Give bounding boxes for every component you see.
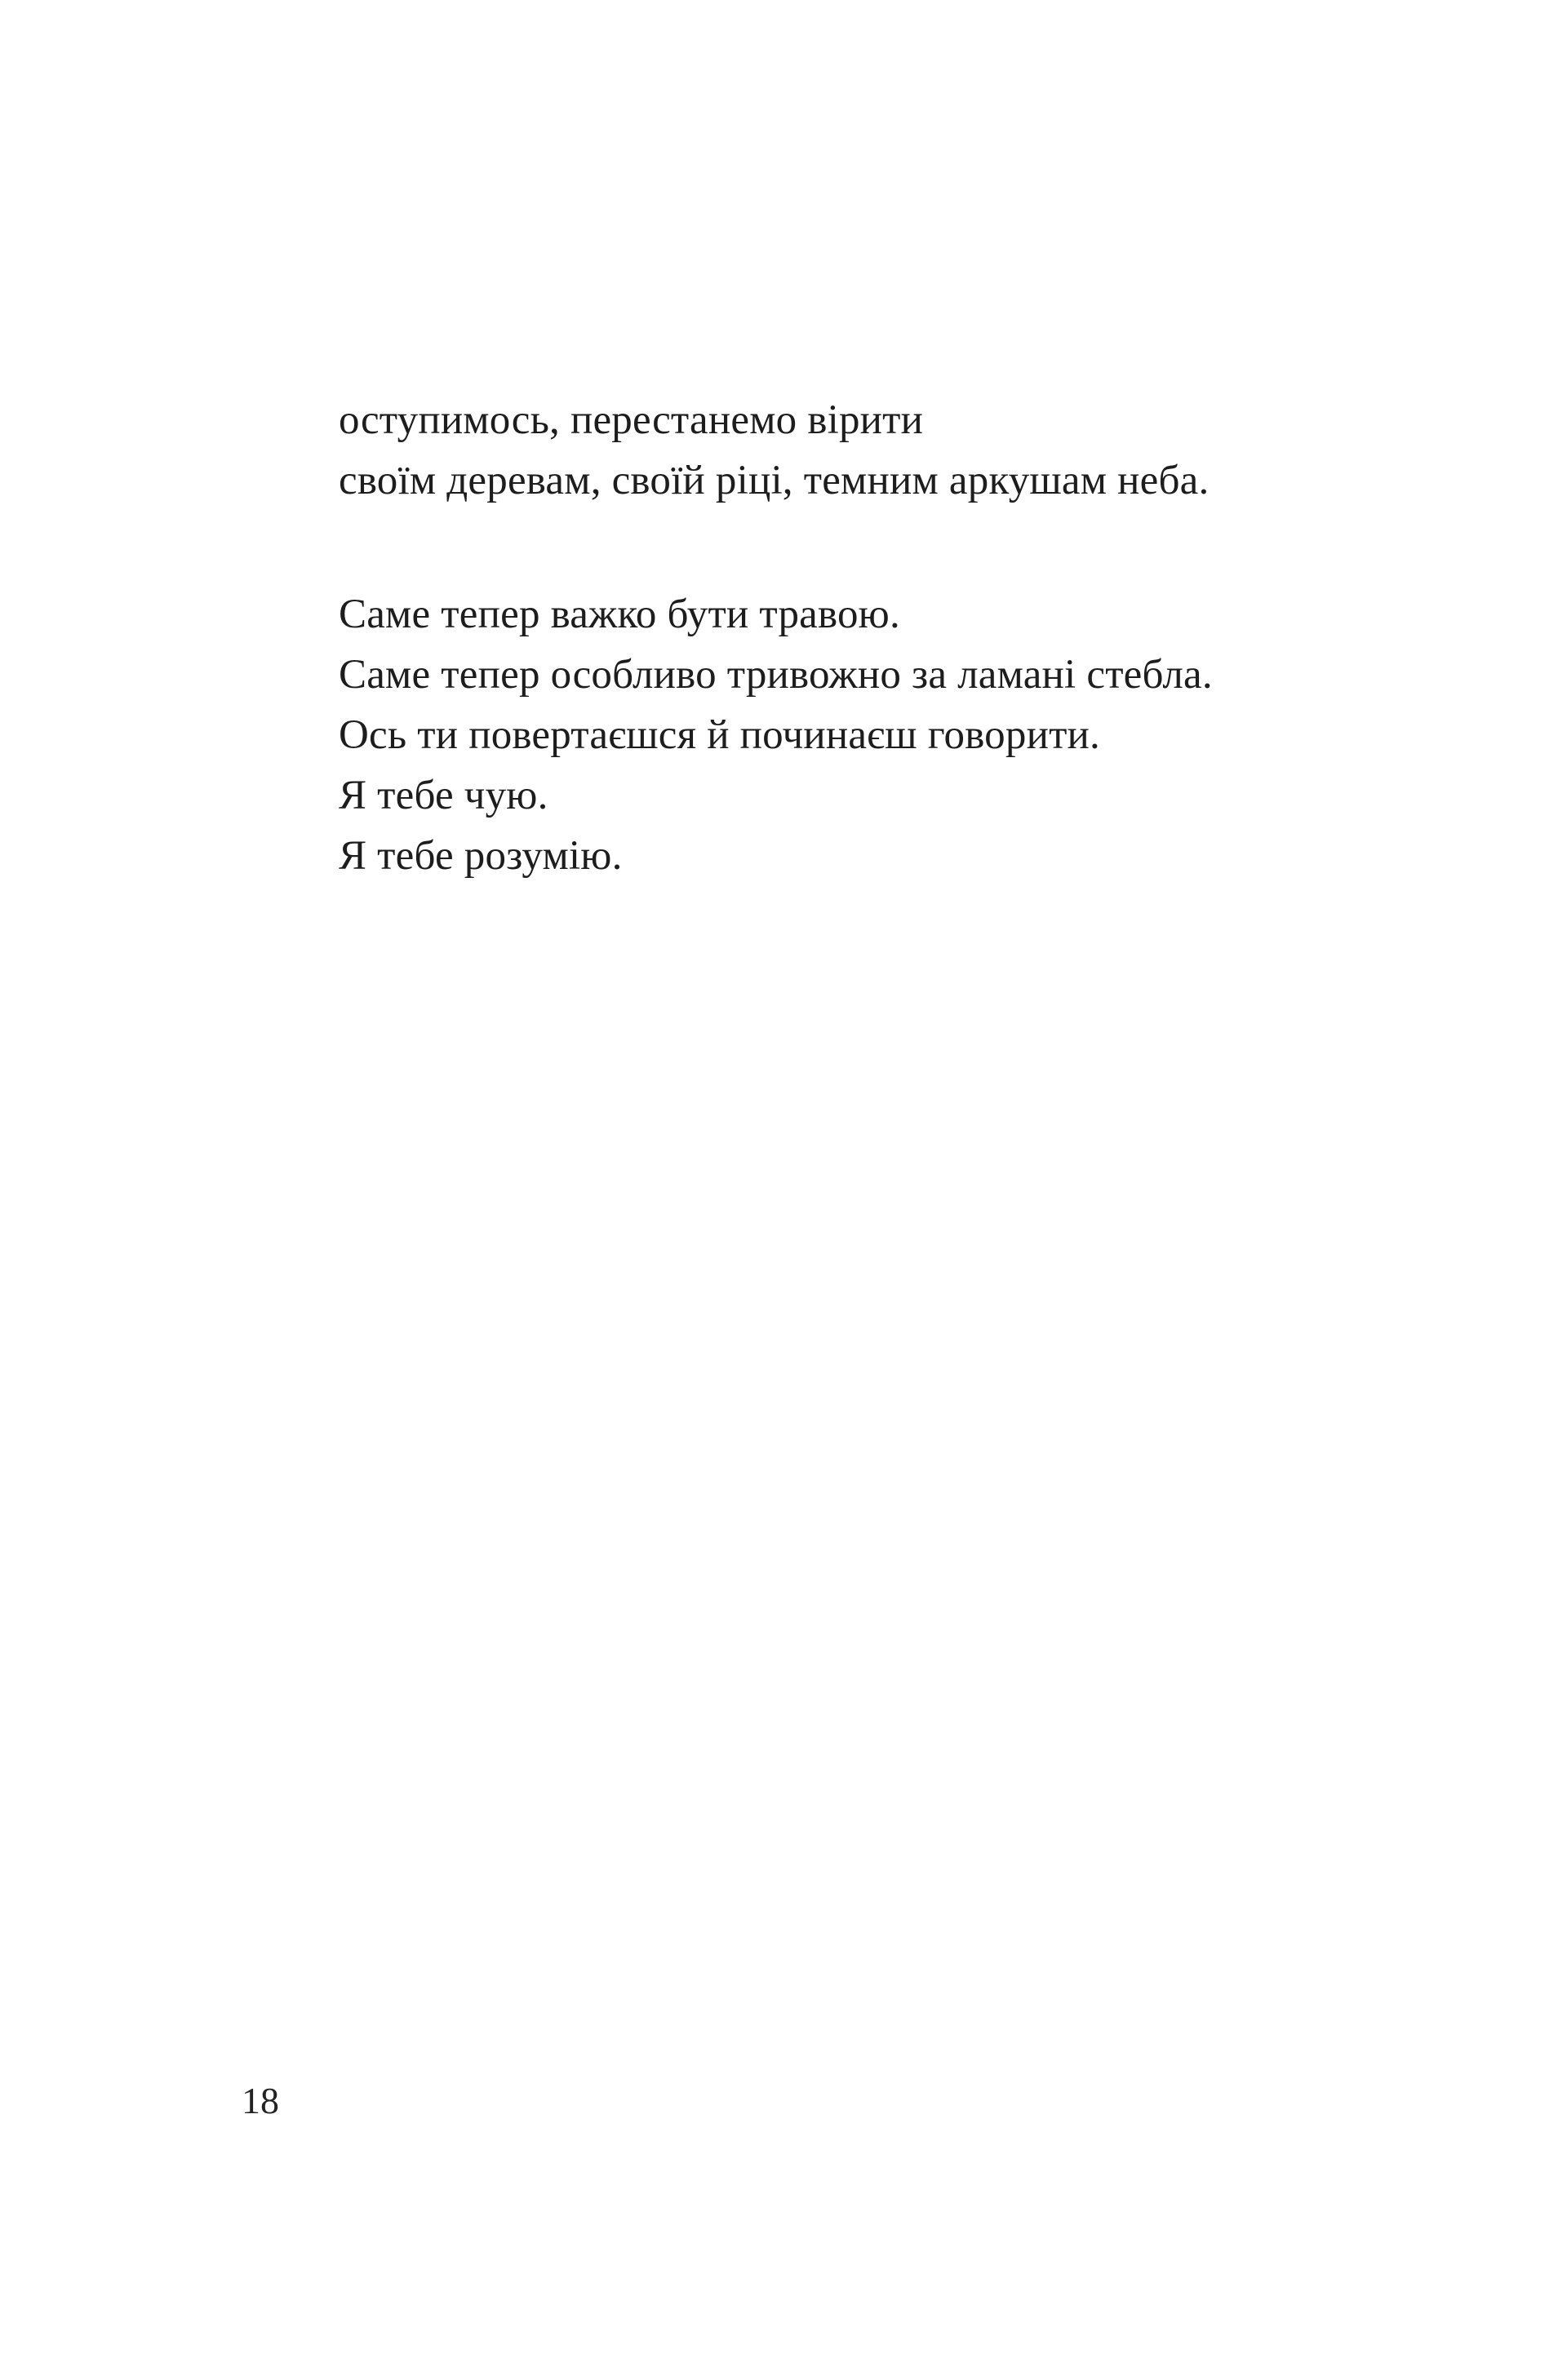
page-number: 18: [242, 2080, 279, 2121]
poem-line: Я тебе розумію.: [339, 833, 623, 879]
poem-text-block: [339, 390, 1213, 886]
poem-line: оступимось, перестанемо вірити: [339, 397, 924, 443]
poem-stanza: [339, 390, 1213, 511]
poem-line: Ось ти повертаєшся й починаєш говорити.: [339, 712, 1100, 758]
poem-line: Саме тепер особливо тривожно за ламані стебла.: [339, 652, 1213, 698]
poem-line: Саме тепер важко бути травою.: [339, 592, 900, 637]
poem-stanza: [339, 584, 1213, 886]
poem-line: Я тебе чую.: [339, 773, 548, 818]
poem-line: своїм деревам, своїй ріці, темним аркушам неба.: [339, 458, 1210, 503]
